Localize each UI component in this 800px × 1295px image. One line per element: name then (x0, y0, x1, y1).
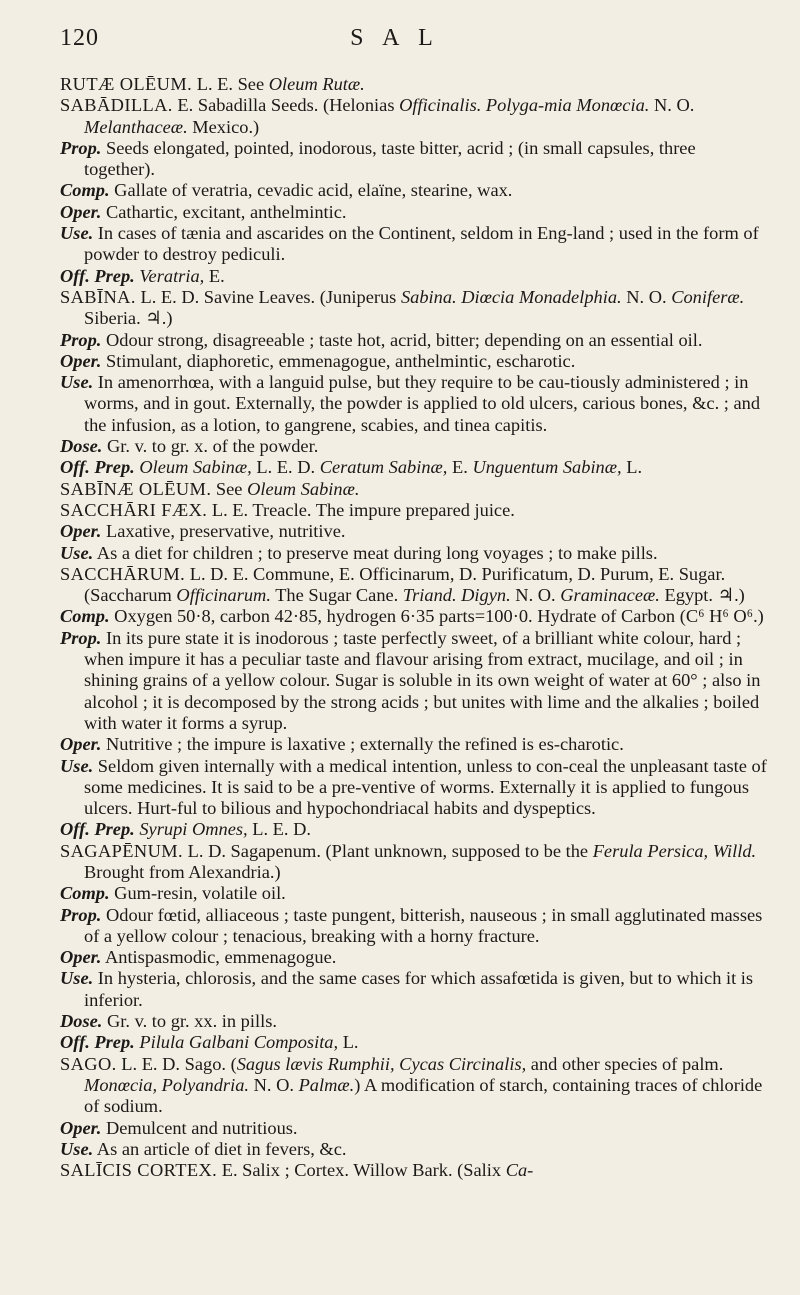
entry-line (60, 266, 770, 287)
section-label: Prop. (60, 137, 102, 158)
text-run: Oxygen 50·8, carbon 42·85, hydrogen 6·35 parts=100·0. Hydrate of Carbon (C⁶ H⁶ O⁶.) (109, 606, 764, 627)
text-run: Brought from Alexandria.) (84, 861, 281, 882)
running-header (60, 25, 770, 62)
text-run: Gr. v. to gr. xx. in pills. (102, 1011, 277, 1032)
section-label: Prop. (60, 627, 102, 648)
headword: SAGO. (60, 1053, 117, 1074)
entry-line (60, 330, 770, 351)
text-run: Seldom given internally with a medical intention, unless to con-ceal the unpleasant taste of some medicines. It is said to be a pre-ventive of worms. Externally it is applied to fungous ulcers. Hurt-ful to bilious and hypochondriacal habits and dyspeptics. (84, 755, 767, 819)
italic-text: Coniferæ. (671, 286, 745, 307)
text-run: As an article of diet in fevers, &c. (93, 1138, 347, 1159)
entry-line (60, 180, 770, 201)
entry-line (60, 138, 770, 181)
entry-line (60, 564, 770, 607)
section-label: Off. Prep. (60, 1032, 135, 1053)
entry-line (60, 1160, 770, 1181)
text-run: Gum-resin, volatile oil. (109, 883, 286, 904)
entry-line (60, 521, 770, 542)
text-run: L. E. D. Sago. ( (116, 1053, 237, 1074)
italic-text: Oleum Sabinæ. (247, 478, 360, 499)
italic-text: Officinarum. (176, 585, 271, 606)
text-run: Stimulant, diaphoretic, emmenagogue, anthelmintic, escharotic. (101, 350, 576, 371)
entry-sagapenum (60, 841, 770, 1054)
section-label: Use. (60, 1138, 94, 1159)
italic-text: Ferula Persica, Willd. (592, 840, 757, 861)
text-run: In cases of tænia and ascarides on the Continent, seldom in Eng-land ; used in the form of powder to destroy pediculi. (84, 223, 759, 265)
entry-line (60, 841, 770, 884)
text-run: L. D. E. Commune, E. Officinarum, D. Purificatum, D. Purum, E. Sugar. (Saccharum (84, 563, 726, 606)
text-run: E. Salix ; Cortex. Willow Bark. (Salix (217, 1160, 506, 1181)
section-label: Comp. (60, 883, 110, 904)
text-run: L. E. D. Savine Leaves. (Juniperus (135, 286, 401, 307)
text-run: N. O. (621, 286, 672, 307)
italic-text: Oleum Rutæ. (268, 74, 365, 94)
text-run: Odour strong, disagreeable ; taste hot, acrid, bitter; depending on an essential oil. (101, 329, 703, 350)
entry-sabina (60, 287, 770, 479)
text-run: L. E. D. (251, 457, 320, 478)
section-label: Oper. (60, 947, 102, 968)
text-run: L. (338, 1032, 359, 1053)
section-label: Oper. (60, 521, 102, 542)
italic-text: Oleum Sabinæ, (139, 457, 252, 478)
headword: SABĀDILLA. (60, 95, 173, 116)
text-run: In hysteria, chlorosis, and the same cases for which assafœtida is given, but to which it is inferior. (84, 968, 754, 1010)
text-run: N. O. (510, 585, 561, 606)
entry-line (60, 1054, 770, 1118)
italic-text: Ceratum Sabinæ, (319, 457, 448, 478)
entry-line (60, 883, 770, 904)
section-label: Dose. (60, 1011, 103, 1032)
entry-line (60, 1011, 770, 1032)
entry-line (60, 457, 770, 478)
section-label: Comp. (60, 606, 110, 627)
text-run: Siberia. ♃.) (84, 308, 173, 329)
section-label: Prop. (60, 904, 102, 925)
italic-text: Melanthaceæ. (84, 116, 188, 137)
entry-line (60, 436, 770, 457)
italic-text: Unguentum Sabinæ, (472, 457, 622, 478)
text-run: E. (447, 457, 473, 478)
text-run: N. O. (249, 1074, 299, 1095)
entry-line (60, 479, 770, 500)
text-run: Gallate of veratria, cevadic acid, elaïne, stearine, wax. (109, 180, 513, 201)
section-label: Use. (60, 542, 94, 563)
text-run: In its pure state it is inodorous ; taste perfectly sweet, of a brilliant white colour, hard ; when impure it has a peculiar taste and flavour arising from extract, mucilage, and oil ; in shining grains of a yellow colour. Sugar is soluble in its own weight of water at 60° ; also in alcohol ; it is decomposed by the strong acids ; but unites with lime and the alkalies ; boiled with water it forms a syrup. (84, 627, 761, 733)
entry-line (60, 968, 770, 1011)
entry-line (60, 947, 770, 968)
section-label: Oper. (60, 201, 102, 222)
text-run: Demulcent and nutritious. (101, 1117, 298, 1138)
italic-text: Pilula Galbani Composita, (139, 1032, 339, 1053)
entry-sabadilla (60, 95, 770, 287)
entry-line (60, 734, 770, 755)
italic-text: Sagus lævis Rumphii, Cycas Circinalis, (236, 1053, 527, 1074)
entry-line (60, 1032, 770, 1053)
entry-line (60, 372, 770, 436)
text-run: Nutritive ; the impure is laxative ; externally the refined is es-charotic. (101, 734, 624, 755)
text-run: N. O. (649, 95, 695, 116)
section-label: Use. (60, 372, 94, 393)
entry-line (60, 287, 770, 330)
text-run: Seeds elongated, pointed, inodorous, taste bitter, acrid ; (in small capsules, three together). (84, 137, 696, 180)
text-run: L. E. Treacle. The impure prepared juice. (207, 499, 515, 520)
text-run: L. E. D. (247, 819, 311, 840)
text-run: and other species of palm. (526, 1053, 724, 1074)
text-run: Antispasmodic, emmenagogue. (101, 947, 337, 968)
section-label: Use. (60, 755, 94, 776)
italic-text: Graminaceæ. (560, 585, 660, 606)
italic-text: Syrupi Omnes, (139, 819, 248, 840)
entry-line (60, 223, 770, 266)
text-run: The Sugar Cane. (270, 585, 403, 606)
italic-text: Sabina. Diœcia Monadelphia. (400, 286, 622, 307)
headword: RUTÆ OLĒUM. (60, 74, 193, 94)
text-run: As a diet for children ; to preserve meat during long voyages ; to make pills. (93, 542, 658, 563)
entry-line (60, 74, 770, 95)
entry-line (60, 1118, 770, 1139)
entry-line (60, 1139, 770, 1160)
section-label: Use. (60, 223, 94, 244)
text-run: In amenorrhœa, with a languid pulse, but they require to be cau-tiously administered ; in worms, and in gout. Externally, the powder is applied to old ulcers, carious bones, &c. ; and the infusion, as a lotion, to gangrene, scabies, and tinea capitis. (84, 372, 761, 435)
text-run: Laxative, preservative, nutritive. (101, 521, 346, 542)
running-title: S A L (350, 25, 440, 51)
entry-line (60, 905, 770, 948)
section-label: Prop. (60, 329, 102, 350)
entry-line (60, 606, 770, 627)
entry-line (60, 756, 770, 820)
section-label: Off. Prep. (60, 265, 135, 286)
section-label: Off. Prep. (60, 819, 135, 840)
entry-sabinae-oleum (60, 479, 770, 500)
text-run: E. Sabadilla Seeds. (Helonias (172, 95, 400, 116)
entry-line (60, 95, 770, 138)
text-run: Egypt. ♃.) (659, 585, 745, 606)
text-run: Odour fœtid, alliaceous ; taste pungent, bitterish, nauseous ; in small agglutinated masses of a yellow colour ; tenacious, breaking with a horny fracture. (84, 904, 763, 946)
italic-text: Triand. Digyn. (402, 585, 511, 606)
section-label: Oper. (60, 1117, 102, 1138)
entry-line (60, 351, 770, 372)
section-label: Dose. (60, 436, 103, 457)
section-label: Off. Prep. (60, 457, 135, 478)
headword: SABĪNÆ OLĒUM. (60, 478, 212, 499)
section-label: Use. (60, 968, 94, 989)
page-number: 120 (60, 25, 99, 51)
entry-line (60, 202, 770, 223)
entry-line (60, 819, 770, 840)
headword: SALĪCIS CORTEX. (60, 1160, 218, 1181)
entries-body (60, 74, 770, 1181)
text-run: See (211, 478, 248, 499)
italic-text: Palmæ. (298, 1074, 355, 1095)
italic-text: Monœcia, Polyandria. (84, 1074, 249, 1095)
headword: SACCHĀRI FÆX. (60, 499, 208, 520)
text-run: L. (621, 457, 643, 478)
text-run: L. D. Sagapenum. (Plant unknown, supposed to be the (183, 840, 593, 861)
entry-line (60, 628, 770, 734)
entry-sacchari-faex (60, 500, 770, 564)
italic-text: Veratria, (139, 265, 205, 286)
entry-salicis-cortex (60, 1160, 770, 1181)
text-run: Mexico.) (187, 116, 260, 137)
text-run: L. E. See (192, 74, 269, 94)
section-label: Oper. (60, 734, 102, 755)
entry-sago (60, 1054, 770, 1160)
text-run: E. (204, 265, 225, 286)
text-run: Gr. v. to gr. x. of the powder. (102, 436, 319, 457)
italic-text: Officinalis. Polyga-mia Monœcia. (399, 95, 650, 116)
headword: SABĪNA. (60, 286, 136, 307)
italic-text: Ca- (505, 1160, 534, 1181)
text-run: ) A modification of starch, containing traces of chloride of sodium. (84, 1074, 763, 1117)
entry-line (60, 500, 770, 521)
entry-line (60, 543, 770, 564)
text-run: Cathartic, excitant, anthelmintic. (101, 201, 347, 222)
section-label: Oper. (60, 350, 102, 371)
entry-rutae-oleum (60, 74, 770, 95)
headword: SAGAPĒNUM. (60, 840, 184, 861)
entry-saccharum (60, 564, 770, 841)
section-label: Comp. (60, 180, 110, 201)
headword: SACCHĀRUM. (60, 563, 186, 584)
